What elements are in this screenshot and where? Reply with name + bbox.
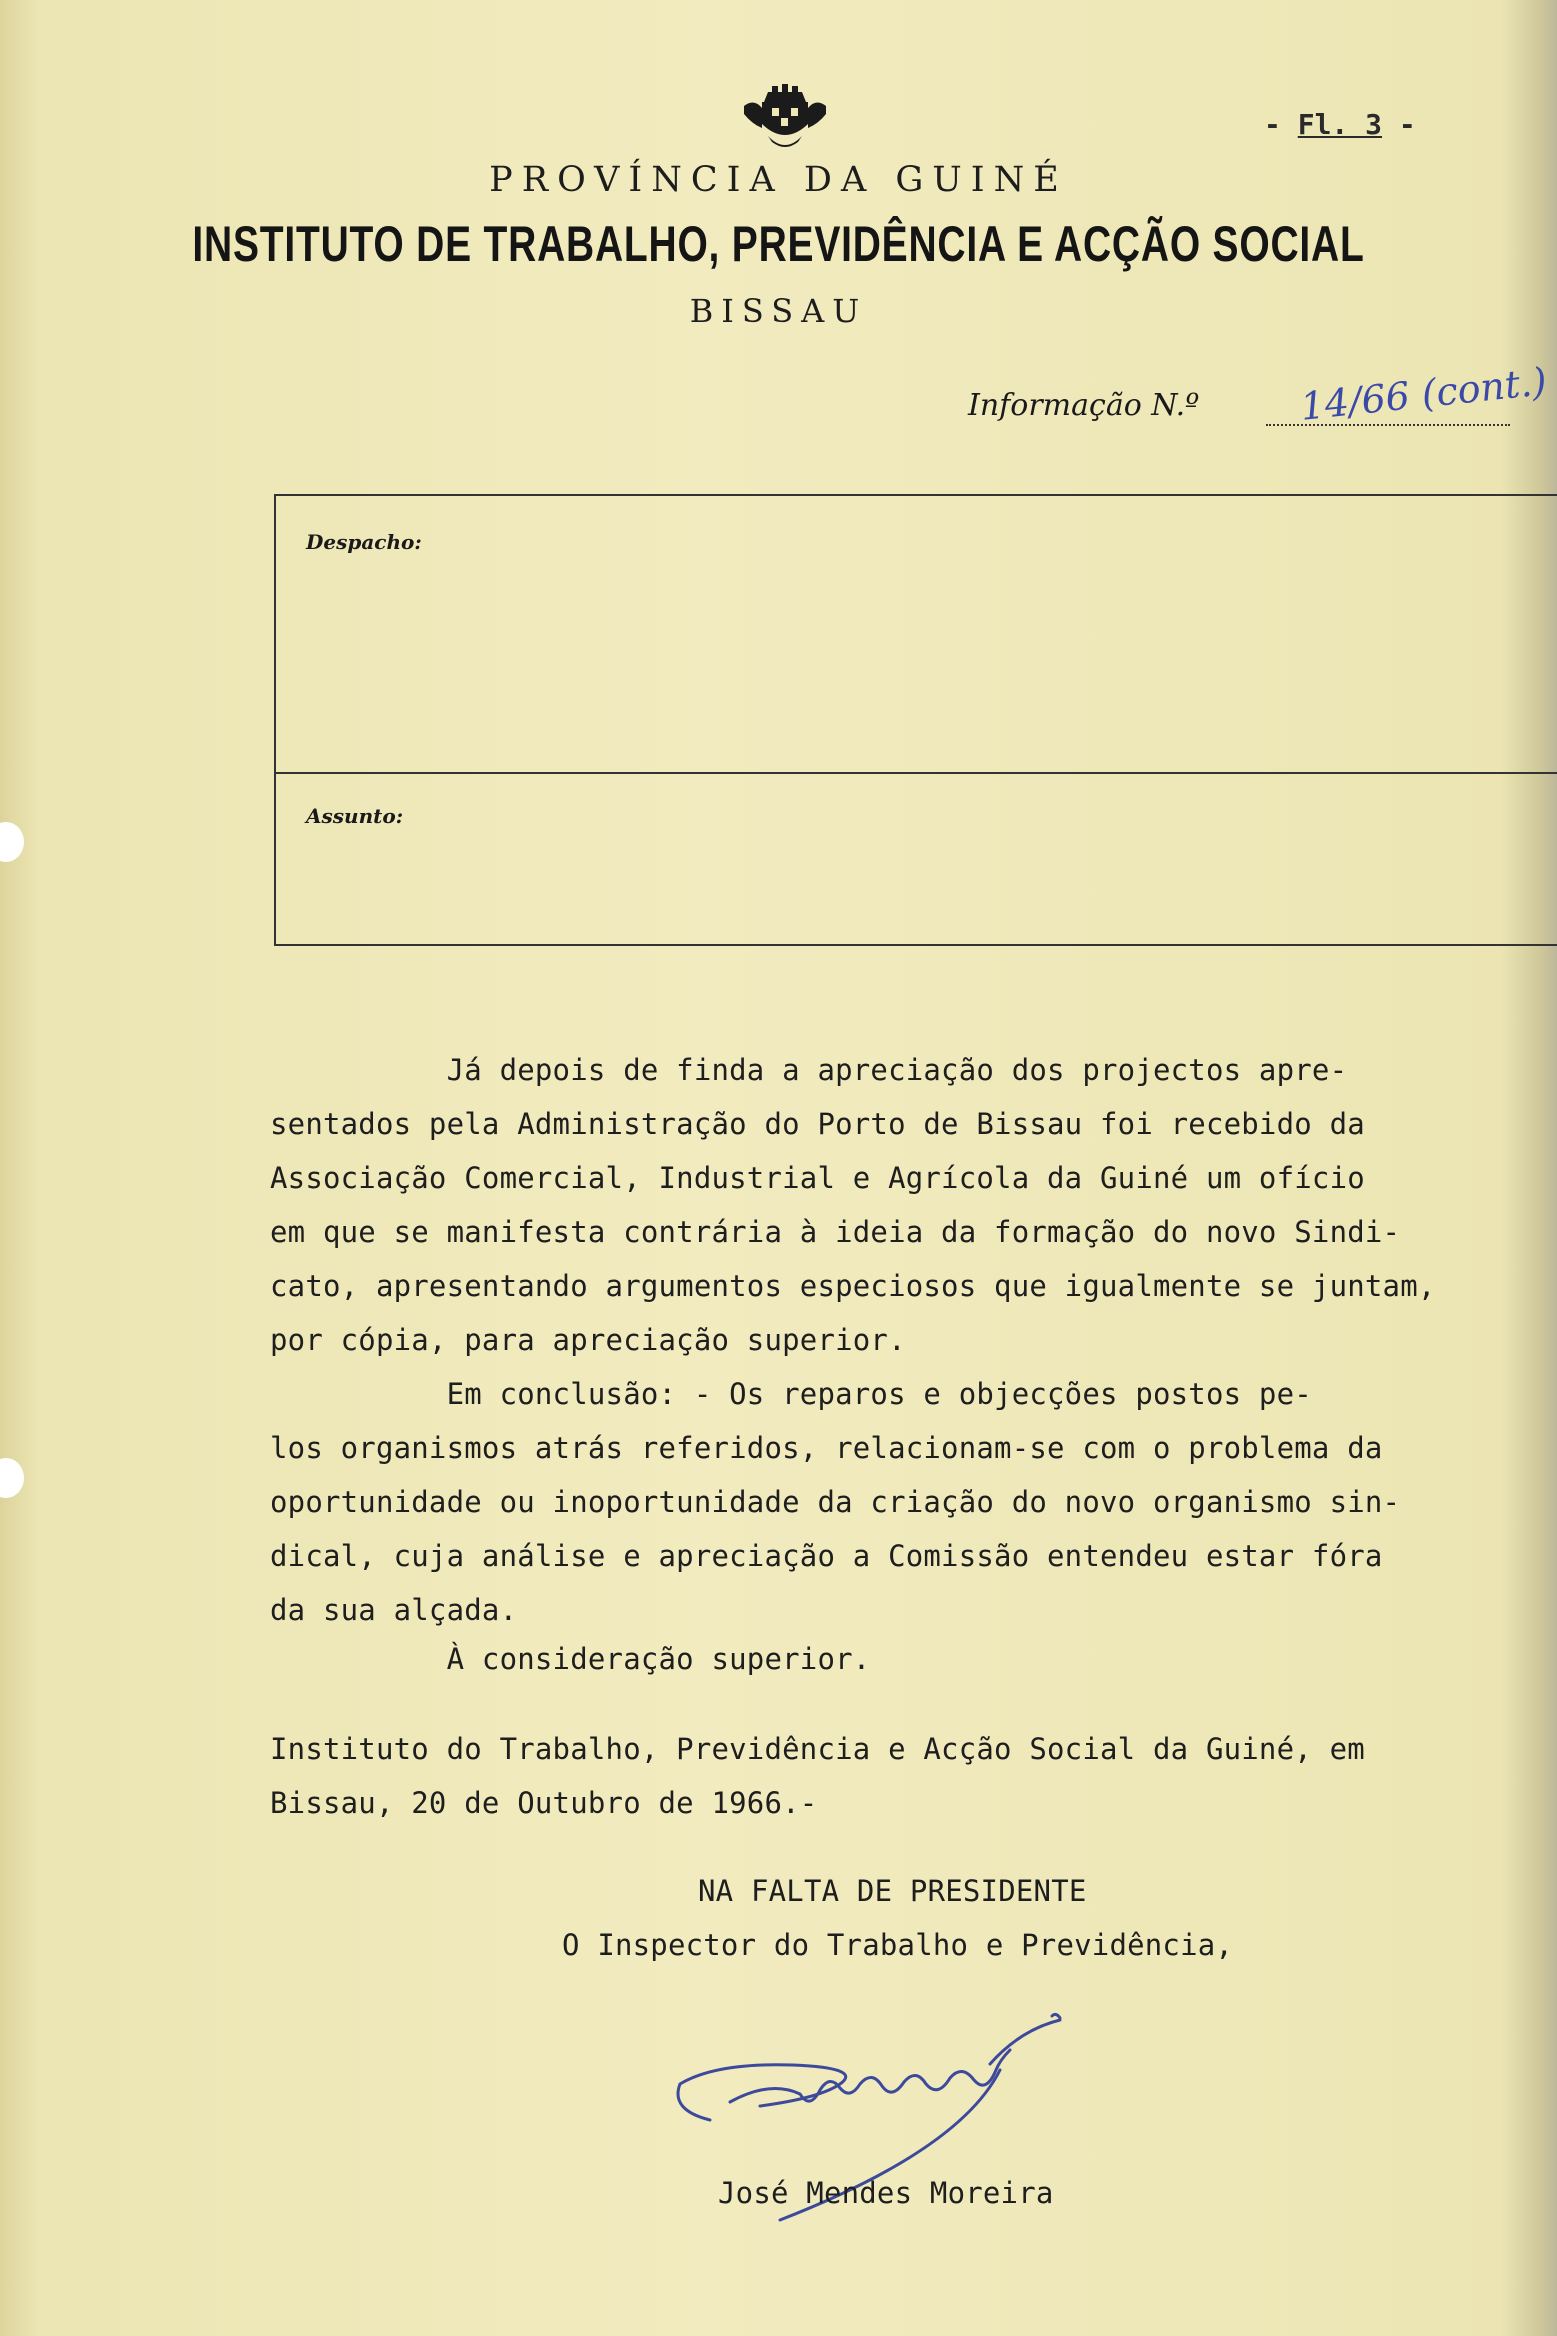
text-line: da sua alçada.	[270, 1593, 518, 1627]
closing-line: À consideração superior.	[270, 1642, 871, 1676]
text-line: oportunidade ou inoportunidade da criação do novo organismo sin-	[270, 1485, 1401, 1519]
institute-heading: INSTITUTO DE TRABALHO, PREVIDÊNCIA E ACÇÃO SOCIAL	[192, 216, 1365, 272]
paragraph-1	[270, 1043, 1436, 1367]
subject-label: Assunto:	[306, 804, 404, 828]
dispatch-box	[274, 494, 1557, 946]
page-number: - Fl. 3 -	[1264, 108, 1416, 141]
divider-line	[274, 772, 1557, 774]
signatory-name: José Mendes Moreira	[718, 2176, 1054, 2210]
information-number-label: Informação N.º	[968, 388, 1200, 423]
text-line: em que se manifesta contrária à ideia da formação do novo Sindi-	[270, 1215, 1401, 1249]
divider-line	[274, 944, 1557, 946]
place-and-date	[270, 1722, 1365, 1830]
text-line: Associação Comercial, Industrial e Agrícola da Guiné um ofício	[270, 1161, 1365, 1195]
city-heading: BISSAU	[689, 292, 868, 330]
information-number-handwritten: 14/66 (cont.)	[1298, 359, 1549, 429]
punch-hole	[0, 1458, 24, 1498]
province-heading: PROVÍNCIA DA GUINÉ	[489, 160, 1068, 200]
text-line: Em conclusão: - Os reparos e objecções postos pe-	[270, 1377, 1312, 1411]
signature-title-line: O Inspector do Trabalho e Previdência,	[562, 1928, 1234, 1962]
text-line: cato, apresentando argumentos especiosos que igualmente se juntam,	[270, 1269, 1436, 1303]
text-line: Instituto do Trabalho, Previdência e Acção Social da Guiné, em	[270, 1732, 1365, 1766]
coat-of-arms-icon	[738, 84, 832, 154]
signature-authority-line: NA FALTA DE PRESIDENTE	[698, 1874, 1087, 1908]
text-line: por cópia, para apreciação superior.	[270, 1323, 906, 1357]
text-line: Bissau, 20 de Outubro de 1966.-	[270, 1786, 818, 1820]
text-line: sentados pela Administração do Porto de Bissau foi recebido da	[270, 1107, 1365, 1141]
paragraph-2	[270, 1367, 1400, 1637]
text-line: Já depois de finda a apreciação dos projectos apre-	[270, 1053, 1348, 1087]
dispatch-label: Despacho:	[306, 530, 422, 554]
text-line: dical, cuja análise e apreciação a Comissão entendeu estar fóra	[270, 1539, 1383, 1573]
divider-line	[274, 494, 1557, 496]
text-line: los organismos atrás referidos, relacionam-se com o problema da	[270, 1431, 1383, 1465]
punch-hole	[0, 822, 24, 862]
